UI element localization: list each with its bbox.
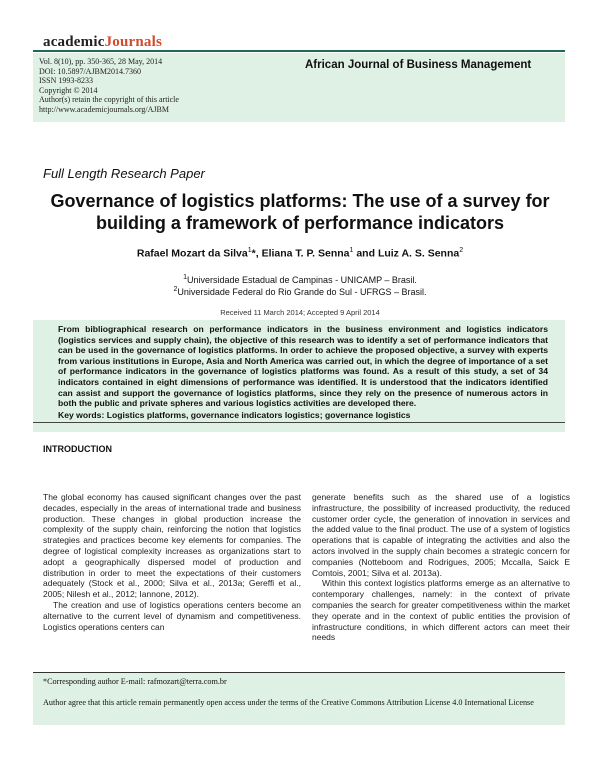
body-paragraph: generate benefits such as the shared use of a logistics infrastructure, the possibility of increased productivity, the reduced customer order cycle, the generation of innovation in services and the added value to the final product. The use of a system of logistics operations that is capable of integrating the activities and also the actors involved in the supply chain becomes a strategic concern for companies (Notteboom and Rodrigues, 2005; Mccalla, Saick E Comtois, 2001; Silva et al. 2013a). (312, 492, 570, 578)
author-affiliation-mark: 2 (459, 247, 464, 254)
journal-name: African Journal of Business Management (305, 59, 532, 71)
author-separator: and (353, 247, 378, 260)
affiliation (20, 274, 580, 285)
body-paragraph: Within this context logistics platforms emerge as an alternative to contemporary challenges, namely: in the context of private companies the search for greater competitiveness within the market they operate and in the context of public entities the provision of infrastructure conditions, in which different actors can meet their needs (312, 578, 570, 643)
paper-title: Governance of logistics platforms: The use of a survey for building a framework of performance indicators (50, 191, 550, 233)
publisher-logo (43, 34, 162, 51)
body-paragraph: The creation and use of logistics operations centers become an alternative to the current level of dynamism and competitiveness. Logistics operations centers can (43, 599, 301, 632)
author-list (20, 247, 580, 260)
logo-part-academic: academic (43, 34, 105, 50)
author-separator: , (255, 247, 262, 260)
author-affiliation-mark: 1 (349, 247, 354, 254)
author-affiliation-mark: 1 (247, 247, 252, 254)
abstract-text: From bibliographical research on performance indicators in the business environment and logistics indicators (logistics services and supply chain), the objective of this research was to identify a set of performance indicators that can be used in the governance of logistics platforms. In order to achieve the proposed objective, a survey with experts from various institutions in Europe, Asia and North America was carried out, in which the degree of importance of a set of performance indicators in the governance of logistics platforms was found. As a result of this study, a set of 34 indicators contained in eight dimensions of performance was identified. It is understood that the indicators identified can assist and support the governance of logistics platforms, since they rely on the presence of numerous actors in both the public and private spheres and various logistics activities are developed there. (58, 324, 548, 409)
body-paragraph: The global economy has caused significant changes over the past decades, especially in the areas of international trade and business production. These changes in global production increase the complexity of the supply chain, reinforcing the notion that logistics strategies and practices become key elements for companies. The degree of logistical complexity increases as organizations start to adopt a geographically dispersed model of production and distribution in order to meet the expectations of their customers adequately (Stock et al., 2000; Silva et al., 2013a; Gereffi et al., 2005; Nilesh et al., 2012; Iannone, 2012). (43, 492, 301, 600)
body-column-left (43, 492, 301, 632)
section-heading-introduction: INTRODUCTION (43, 444, 112, 454)
affiliation (20, 286, 580, 297)
body-column-right (312, 492, 570, 643)
meta-rights: Author(s) retain the copyright of this article (39, 95, 179, 105)
author-name: Eliana T. P. Senna (261, 247, 350, 260)
meta-copyright: Copyright © 2014 (39, 85, 98, 95)
author-name: Rafael Mozart da Silva (136, 247, 248, 260)
corresponding-mark: * (251, 247, 256, 260)
author-name: Luiz A. S. Senna (377, 247, 460, 260)
license-note: Author agree that this article remain permanently open access under the terms of the Creative Commons Attribution License 4.0 International License (43, 698, 534, 707)
meta-issn: ISSN 1993-8233 (39, 76, 94, 86)
meta-volume: Vol. 8(10), pp. 350-365, 28 May, 2014 (39, 57, 163, 66)
header-rule (33, 50, 565, 52)
affiliation-text: Universidade Federal do Rio Grande do Sul - UFRGS – Brasil. (177, 287, 427, 297)
article-type: Full Length Research Paper (43, 166, 205, 181)
received-dates: Received 11 March 2014; Accepted 9 April 2014 (220, 308, 380, 317)
meta-url-link[interactable]: http://www.academicjournals.org/AJBM (39, 104, 169, 114)
meta-doi[interactable]: DOI: 10.5897/AJBM2014.7360 (39, 66, 142, 76)
affiliation-number: 1 (183, 274, 187, 281)
keywords-rule (33, 422, 565, 423)
affiliation-text: Universidade Estadual de Campinas - UNICAMP – Brasil. (186, 275, 417, 285)
corresponding-author-note: *Corresponding author E-mail: rafmozart@terra.com.br (43, 677, 227, 686)
logo-part-journals: Journals (104, 34, 163, 50)
article-meta (39, 57, 179, 115)
affiliation-number: 2 (173, 286, 178, 293)
keywords: Key words: Logistics platforms, governance indicators logistics; governance logistics (58, 410, 411, 420)
